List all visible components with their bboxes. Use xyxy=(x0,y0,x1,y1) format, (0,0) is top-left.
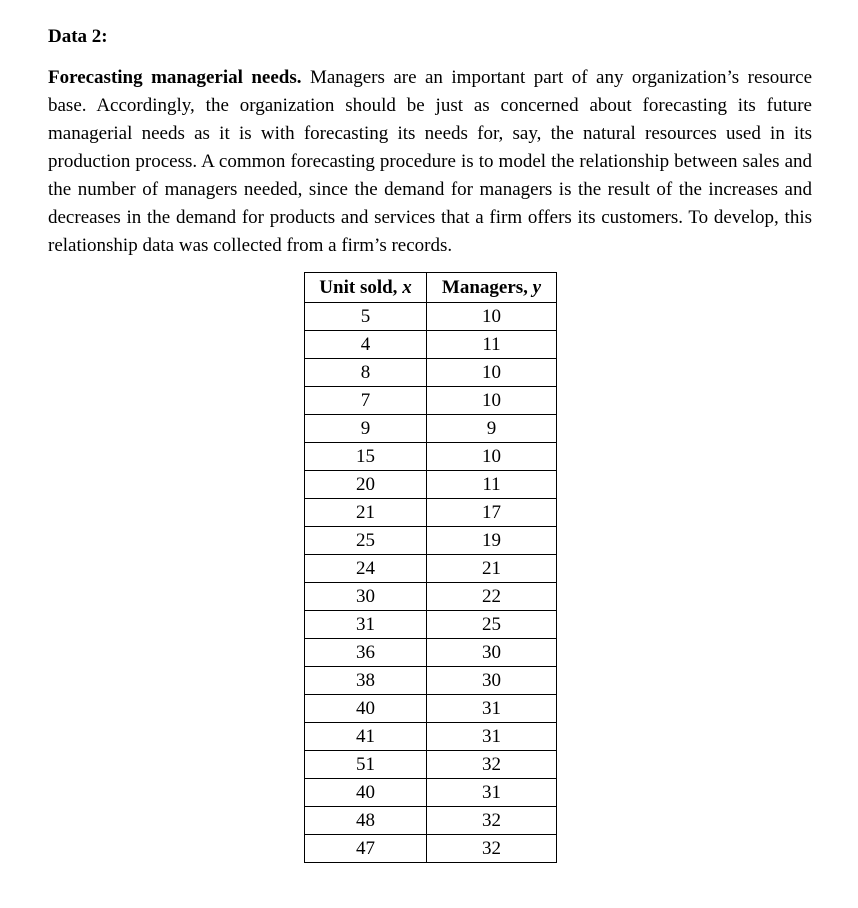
cell-units-sold: 48 xyxy=(305,807,427,835)
cell-units-sold: 41 xyxy=(305,723,427,751)
table-row xyxy=(305,471,557,499)
cell-units-sold: 8 xyxy=(305,359,427,387)
table-row xyxy=(305,359,557,387)
table-row xyxy=(305,611,557,639)
cell-units-sold: 9 xyxy=(305,415,427,443)
cell-managers: 11 xyxy=(427,471,557,499)
column-header-x-label: Unit sold, xyxy=(319,277,403,298)
cell-managers: 10 xyxy=(427,387,557,415)
column-header-y-label: Managers, xyxy=(441,277,533,298)
cell-managers: 10 xyxy=(427,443,557,471)
cell-units-sold: 21 xyxy=(305,499,427,527)
problem-description xyxy=(48,64,812,260)
table-row xyxy=(305,695,557,723)
cell-units-sold: 20 xyxy=(305,471,427,499)
cell-managers: 11 xyxy=(427,331,557,359)
cell-managers: 21 xyxy=(427,555,557,583)
cell-managers: 10 xyxy=(427,303,557,331)
table-row xyxy=(305,303,557,331)
table-row xyxy=(305,527,557,555)
table-row xyxy=(305,499,557,527)
table-row xyxy=(305,443,557,471)
cell-units-sold: 15 xyxy=(305,443,427,471)
section-heading: Data 2: xyxy=(48,26,108,47)
table-row xyxy=(305,387,557,415)
table-row xyxy=(305,583,557,611)
table-row xyxy=(305,807,557,835)
cell-managers: 31 xyxy=(427,695,557,723)
table-row xyxy=(305,667,557,695)
table-row xyxy=(305,415,557,443)
table-row xyxy=(305,639,557,667)
cell-managers: 31 xyxy=(427,779,557,807)
cell-units-sold: 25 xyxy=(305,527,427,555)
cell-units-sold: 38 xyxy=(305,667,427,695)
cell-managers: 25 xyxy=(427,611,557,639)
table-header-row xyxy=(305,273,557,303)
cell-managers: 10 xyxy=(427,359,557,387)
cell-units-sold: 7 xyxy=(305,387,427,415)
table-row xyxy=(305,723,557,751)
column-header-y-variable: y xyxy=(532,277,542,298)
table-body xyxy=(305,303,557,863)
cell-managers: 9 xyxy=(427,415,557,443)
data-table xyxy=(304,272,557,863)
table-row xyxy=(305,835,557,863)
cell-managers: 17 xyxy=(427,499,557,527)
table-row xyxy=(305,779,557,807)
table-row xyxy=(305,331,557,359)
cell-managers: 30 xyxy=(427,639,557,667)
column-header-units-sold xyxy=(305,273,427,303)
cell-units-sold: 47 xyxy=(305,835,427,863)
cell-units-sold: 4 xyxy=(305,331,427,359)
cell-managers: 32 xyxy=(427,751,557,779)
cell-managers: 22 xyxy=(427,583,557,611)
cell-managers: 31 xyxy=(427,723,557,751)
paragraph-body: Managers are an important part of any organization’s resource base. Accordingly, the organization should be just as concerned about forecasting its future managerial needs as it is with forecasting its needs for, say, the natural resources used in its production process. A common forecasting procedure is to model the relationship between sales and the number of managers needed, since the demand for managers is the result of the increases and decreases in the demand for products and services that a firm offers its customers. To develop, this relationship data was collected from a firm’s records. xyxy=(48,67,813,256)
cell-managers: 30 xyxy=(427,667,557,695)
cell-units-sold: 24 xyxy=(305,555,427,583)
paragraph-lead: Forecasting managerial needs. xyxy=(48,67,302,88)
cell-units-sold: 36 xyxy=(305,639,427,667)
table-row xyxy=(305,555,557,583)
cell-managers: 32 xyxy=(427,807,557,835)
cell-units-sold: 31 xyxy=(305,611,427,639)
cell-managers: 19 xyxy=(427,527,557,555)
cell-units-sold: 40 xyxy=(305,695,427,723)
cell-units-sold: 51 xyxy=(305,751,427,779)
cell-units-sold: 30 xyxy=(305,583,427,611)
cell-units-sold: 40 xyxy=(305,779,427,807)
column-header-managers xyxy=(427,273,557,303)
cell-managers: 32 xyxy=(427,835,557,863)
table-row xyxy=(305,751,557,779)
cell-units-sold: 5 xyxy=(305,303,427,331)
column-header-x-variable: x xyxy=(402,277,412,298)
